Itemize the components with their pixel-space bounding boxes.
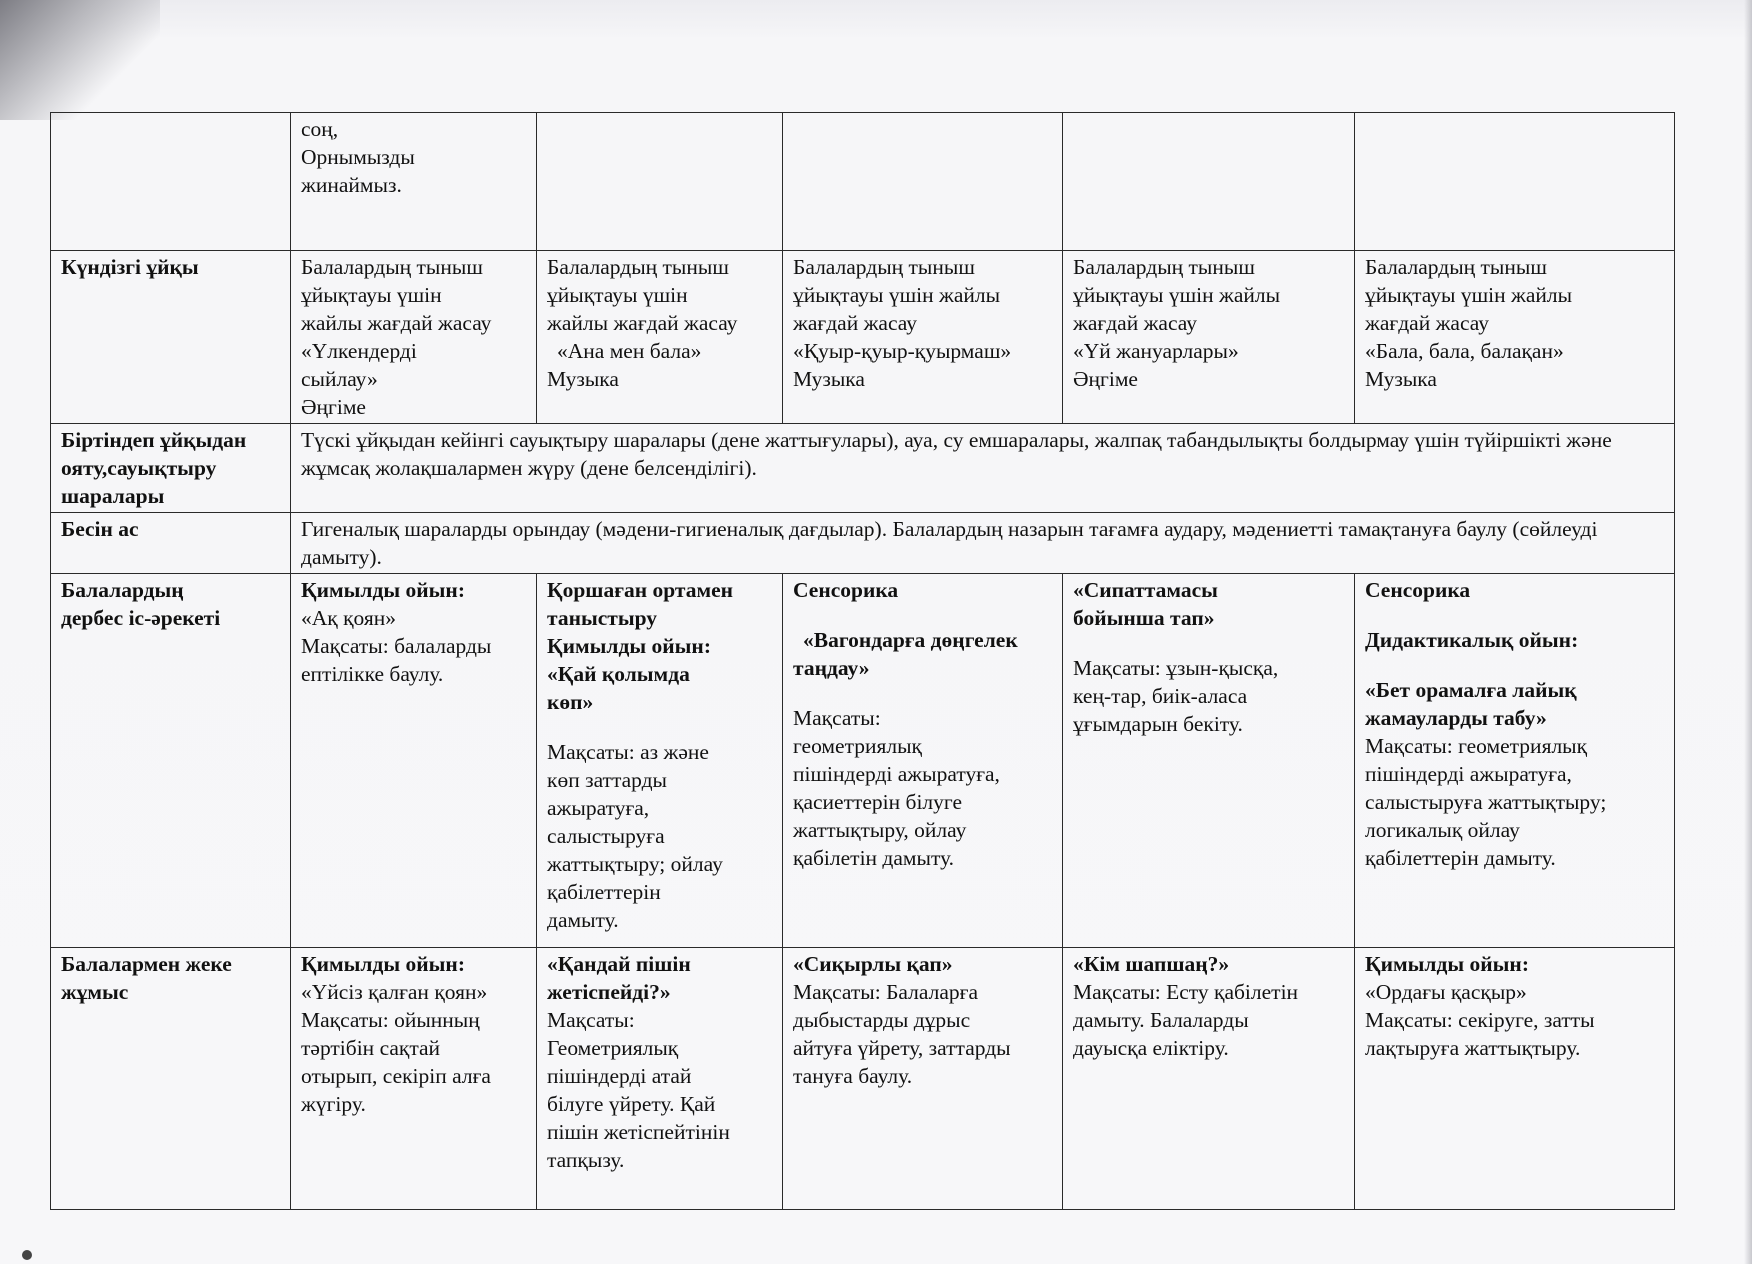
table-row [51,948,1675,1210]
row-label: Күндізгі ұйқы [51,251,291,424]
table-cell [783,113,1063,251]
table-cell: Сенсорика «Вагондарға дөңгелек таңдау» Мақсаты: геометриялық пішіндерді ажыратуға, қасиеттерін білуге жаттықтыру, ойлау қабілетін дамыту. [783,574,1063,948]
table-cell: Балалардың тыныш ұйықтауы үшін жайлы жағдай жасау «Қуыр-қуыр-қуырмаш» Музыка [783,251,1063,424]
row-label: Балалармен жеке жұмыс [51,948,291,1210]
table-cell: Балалардың тыныш ұйықтауы үшін жайлы жағдай жасау «Үлкендерді сыйлау» Әңгіме [291,251,537,424]
table-cell: Балалардың тыныш ұйықтауы үшін жайлы жағдай жасау «Ана мен бала» Музыка [537,251,783,424]
scan-right-edge [1744,0,1752,1264]
table-row [51,513,1675,574]
table-cell: Қимылды ойын: «Ордағы қасқыр» Мақсаты: секіруге, затты лақтыруға жаттықтыру. [1355,948,1675,1210]
table-cell [1063,113,1355,251]
scan-dot [22,1250,32,1260]
table-cell: соң, Орнымызды жинаймыз. [291,113,537,251]
table-cell: Қоршаған ортамен таныстыру Қимылды ойын: «Қай қолымда көп» Мақсаты: аз және көп заттарды ажыратуға, салыстыруға жаттықтыру; ойлау қабілеттерін дамыту. [537,574,783,948]
row-label: Балалардың дербес іс-әрекеті [51,574,291,948]
table-cell [1355,113,1675,251]
table-cell-merged: Гигеналық шараларды орындау (мәдени-гигиеналық дағдылар). Балалардың назарын тағамға аудару, мәдениетті тамақтануға баулу (сөйлеуді дамыту). [291,513,1675,574]
table-row [51,424,1675,513]
table-cell [537,113,783,251]
table-cell: «Қандай пішін жетіспейді?» Мақсаты: Геометриялық пішіндерді атай білуге үйрету. Қай пішін жетіспейтінін тапқызу. [537,948,783,1210]
table-cell: «Сиқырлы қап» Мақсаты: Балаларға дыбыстарды дұрыс айтуға үйрету, заттарды тануға баулу. [783,948,1063,1210]
table-row [51,113,1675,251]
table-cell: «Сипаттамасы бойынша тап» Мақсаты: ұзын-қысқа, кең-тар, биік-аласа ұғымдарын бекіту. [1063,574,1355,948]
table-cell: Қимылды ойын: «Ақ қоян» Мақсаты: балаларды ептілікке баулу. [291,574,537,948]
table-cell-merged: Түскі ұйқыдан кейінгі сауықтыру шаралары (дене жаттығулары), ауа, су емшаралары, жалпақ табандылықты болдырмау үшін түйіршікті және жұмсақ жолақшалармен жүру (дене белсенділігі). [291,424,1675,513]
row-label: Біртіндеп ұйқыдан ояту,сауықтыру шаралары [51,424,291,513]
table-cell: Сенсорика Дидактикалық ойын: «Бет орамалға лайық жамауларды табу» Мақсаты: геометриялық пішіндерді ажыратуға, салыстыруға жаттықтыру; логикалық ойлау қабілеттерін дамыту. [1355,574,1675,948]
table-cell: Балалардың тыныш ұйықтауы үшін жайлы жағдай жасау «Үй жануарлары» Әңгіме [1063,251,1355,424]
table-cell: Балалардың тыныш ұйықтауы үшін жайлы жағдай жасау «Бала, бала, балақан» Музыка [1355,251,1675,424]
table-row [51,574,1675,948]
table-cell: «Кім шапшаң?» Мақсаты: Есту қабілетін дамыту. Балаларды дауысқа еліктіру. [1063,948,1355,1210]
row-label: Бесін ас [51,513,291,574]
row-label-empty [51,113,291,251]
table-cell: Қимылды ойын: «Үйсіз қалған қоян» Мақсаты: ойынның тәртібін сақтай отырып, секіріп алға жүгіру. [291,948,537,1210]
scan-corner-shadow [0,0,160,120]
table-row [51,251,1675,424]
daily-plan-table [50,112,1675,1210]
